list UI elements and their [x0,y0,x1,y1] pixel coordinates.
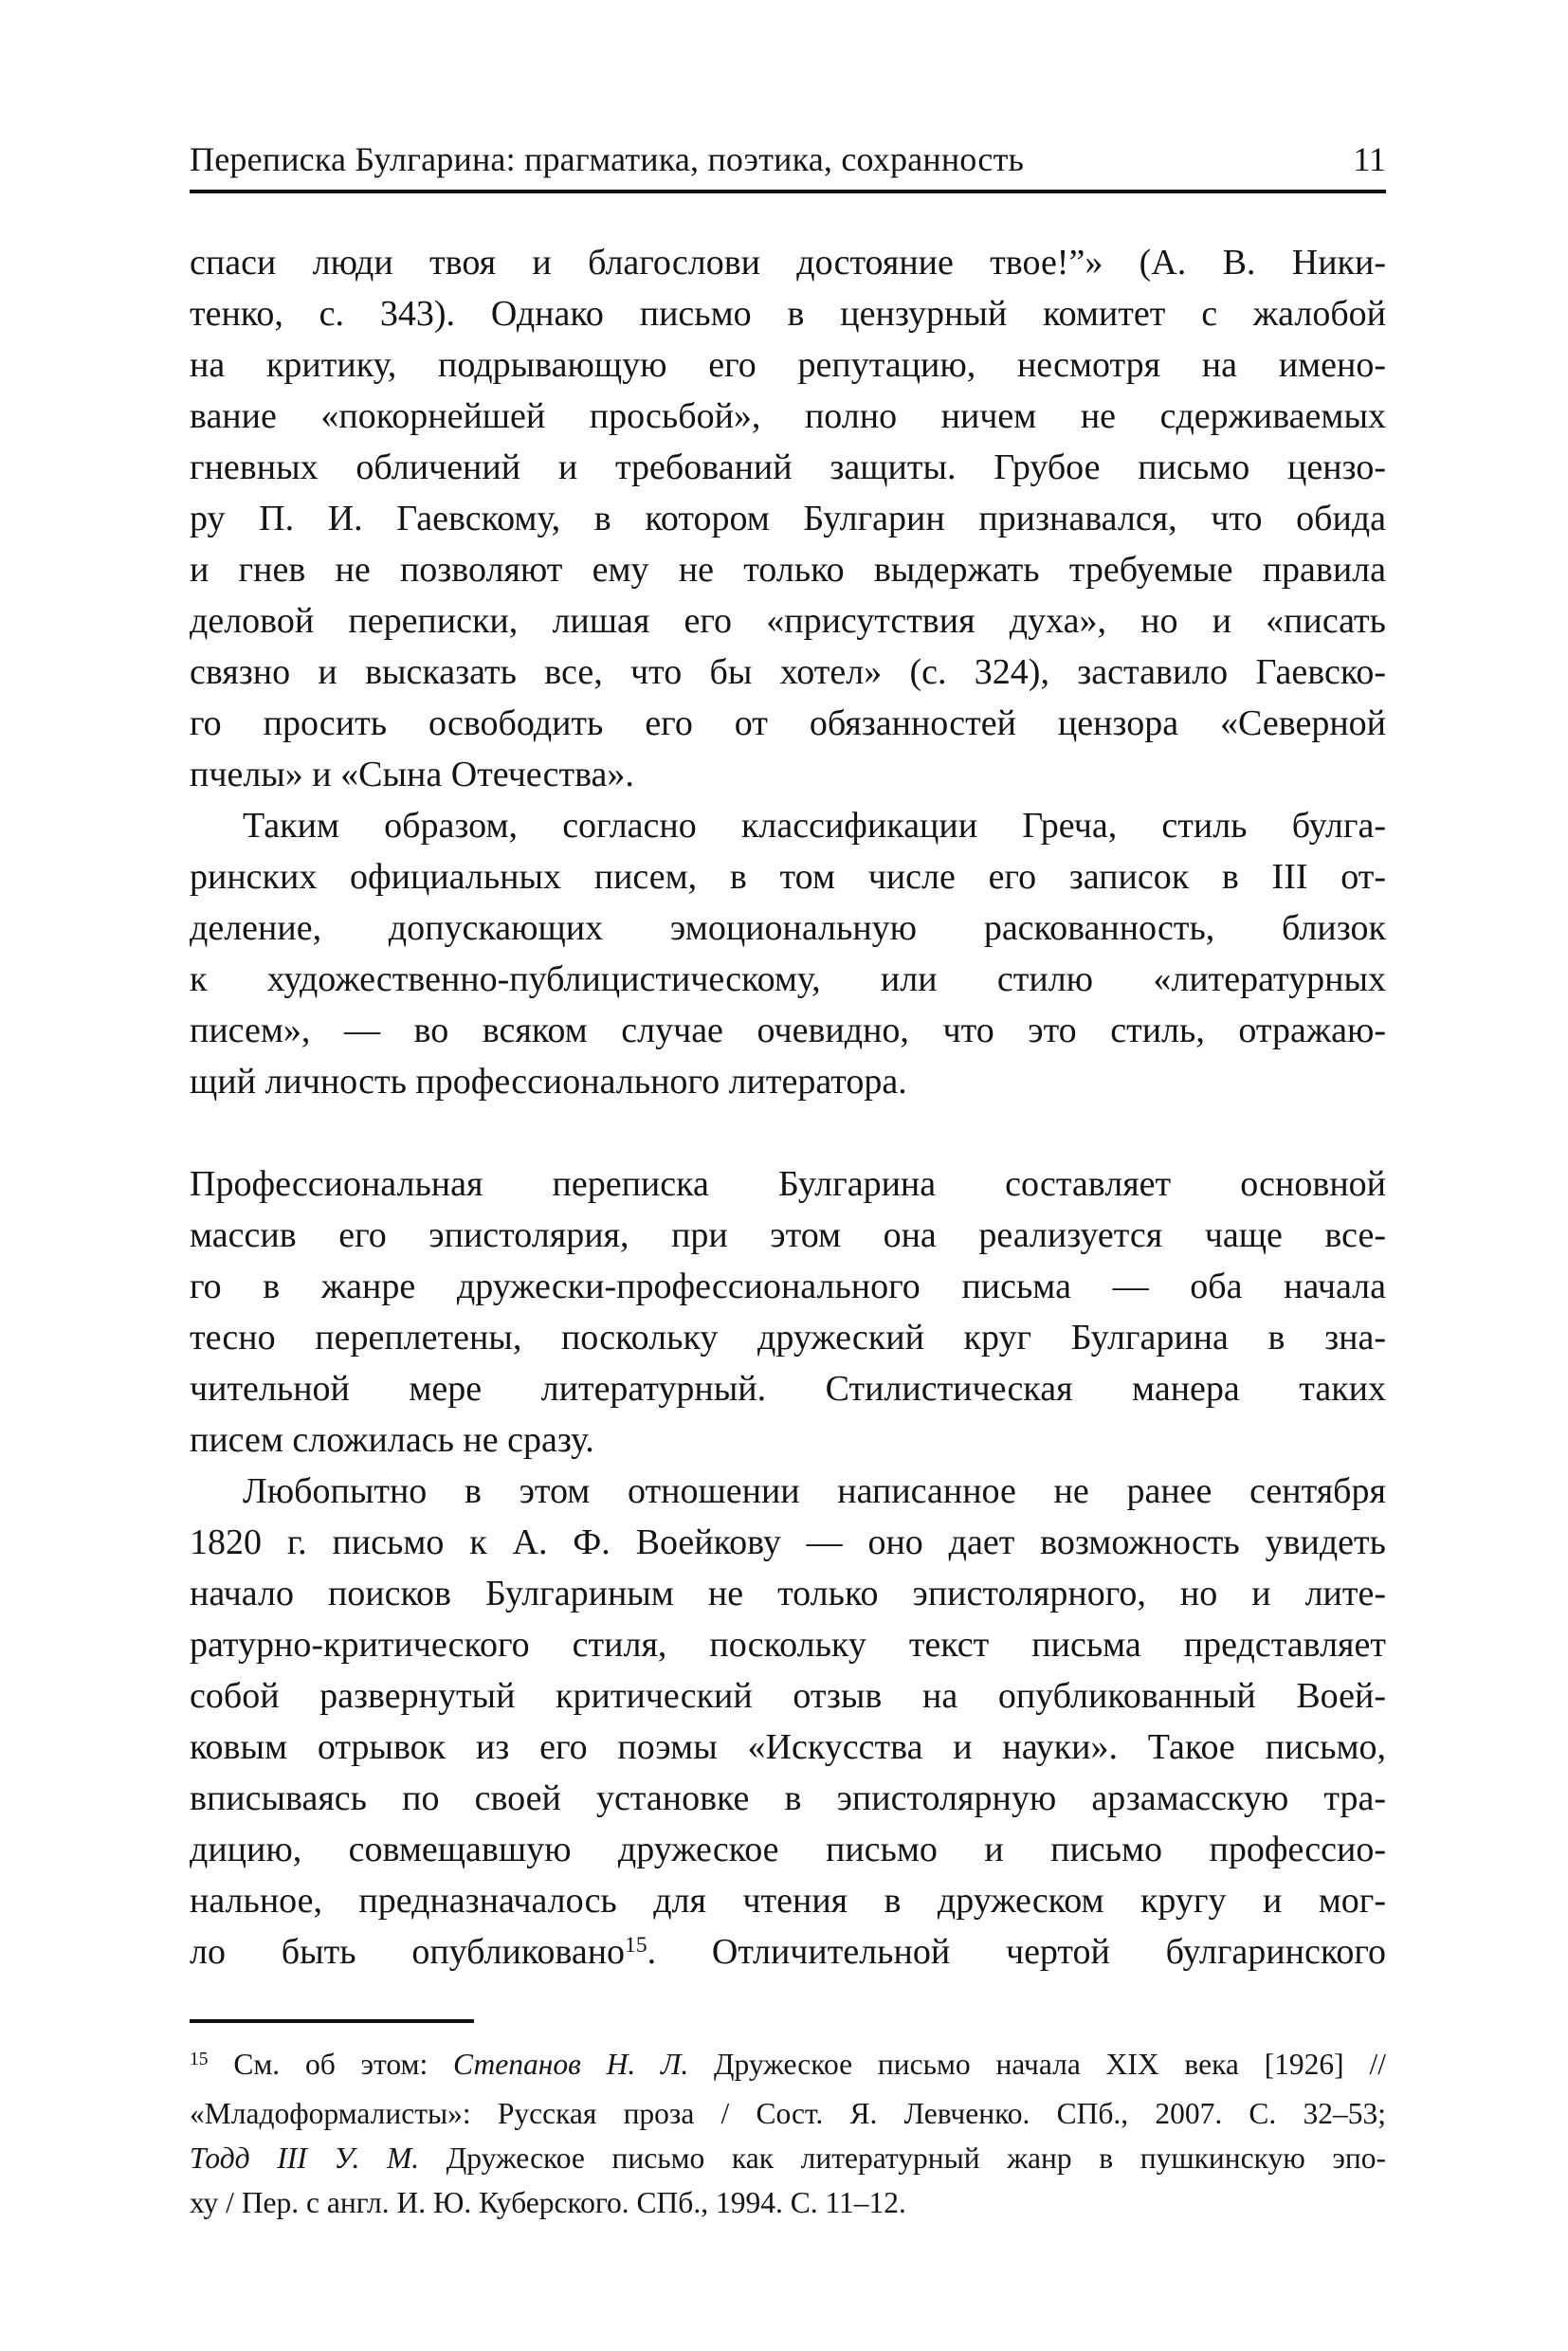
text-segment: Тодд III У. М. [190,2141,420,2175]
body-text-line [190,1056,1386,1107]
body-text-line [190,1158,1386,1210]
body-text-line [190,339,1386,391]
text-segment: го просить освободить его от обязанностей цензора «Северной [190,703,1386,743]
body-text-line [190,1005,1386,1056]
text-segment: ху / Пер. с англ. И. Ю. Куберского. СПб., 1994. С. 11–12. [190,2186,906,2219]
paragraph [190,237,1386,800]
text-segment: вписываясь по своей установке в эпистолярную арзамасскую тра- [190,1778,1386,1818]
text-segment: Дружеское письмо начала XIX века [1926] // [688,2048,1386,2081]
footnote-line [190,2042,1386,2091]
text-segment: См. об этом: [208,2048,454,2081]
body-text-line [190,1312,1386,1363]
body-text-line [190,1517,1386,1568]
body-text-line [190,1824,1386,1875]
text-segment: нальное, предназначалось для чтения в дружеском кругу и мог- [190,1881,1386,1921]
text-segment: к художественно-публицистическому, или стилю «литературных [190,959,1386,999]
footnote-line [190,2091,1386,2136]
body-text-line [190,1363,1386,1414]
body-text-line [190,391,1386,442]
text-segment: . Отличительной чертой булгаринского [647,1932,1387,1972]
text-segment: и гнев не позволяют ему не только выдержать требуемые правила [190,550,1386,590]
body-text-line [190,1875,1386,1926]
body-text-line [190,1210,1386,1261]
text-segment: «Младоформалисты»: Русская проза / Сост. Я. Левченко. СПб., 2007. С. 32–53; [190,2097,1386,2130]
body-text-line [190,1466,1386,1517]
text-segment: на критику, подрывающую его репутацию, несмотря на имено- [190,345,1386,385]
body-text-line [190,1261,1386,1312]
body-text-line [190,954,1386,1005]
text-segment: Таким образом, согласно классификации Греча, стиль булга- [243,806,1386,846]
text-segment: ло быть опубликовано [190,1932,626,1972]
text-segment: тесно переплетены, поскольку дружеский круг Булгарина в зна- [190,1318,1386,1358]
body-text-line [190,1773,1386,1824]
text-segment: Степанов Н. Л. [453,2048,689,2081]
text-segment: ру П. И. Гаевскому, в котором Булгарин признавался, что обида [190,499,1386,538]
text-segment: чительной мере литературный. Стилистическая манера таких [190,1369,1386,1409]
paragraph [190,800,1386,1107]
text-segment: деление, допускающих эмоциональную раскованность, близок [190,908,1386,948]
body-text-line [190,698,1386,749]
body-text-line [190,851,1386,902]
footnote-marker: 15 [625,1933,647,1959]
body-text-line [190,595,1386,647]
body-text-line [190,237,1386,288]
header-rule [190,190,1386,193]
body-text-line [190,902,1386,954]
body-text [190,237,1386,1982]
text-segment: ковым отрывок из его поэмы «Искусства и науки». Такое письмо, [190,1727,1386,1767]
footnote [190,2042,1386,2225]
body-text-line [190,288,1386,339]
body-text-line [190,1926,1386,1982]
text-segment: писем», — во всяком случае очевидно, что это стиль, отражаю- [190,1011,1386,1050]
text-segment: массив его эпистолярия, при этом она реализуется чаще все- [190,1215,1386,1255]
body-text-line [190,800,1386,851]
text-segment: пчелы» и «Сына Отечества». [190,755,634,794]
text-segment: собой развернутый критический отзыв на опубликованный Воей- [190,1676,1386,1716]
page-number: 11 [1353,140,1386,178]
footnote-line [190,2136,1386,2180]
body-text-line [190,749,1386,800]
text-segment: ратурно-критического стиля, поскольку текст письма представляет [190,1625,1386,1665]
paragraph [190,1466,1386,1982]
text-segment: писем сложилась не сразу. [190,1420,594,1460]
body-text-line [190,1619,1386,1670]
text-segment: Дружеское письмо как литературный жанр в пушкинскую эпо- [419,2141,1386,2175]
paragraph [190,1158,1386,1466]
text-segment: связно и высказать все, что бы хотел» (с. 324), заставило Гаевско- [190,652,1386,692]
footnote-marker: 15 [190,2050,209,2070]
text-segment: Профессиональная переписка Булгарина составляет основной [190,1164,1386,1204]
paragraph [190,2042,1386,2225]
body-text-line [190,1722,1386,1773]
text-segment: деловой переписки, лишая его «присутствия духа», но и «писать [190,601,1386,641]
body-text-line [190,442,1386,493]
text-segment: вание «покорнейшей просьбой», полно ничем не сдерживаемых [190,396,1386,436]
footnote-line [190,2180,1386,2225]
body-text-line [190,544,1386,595]
text-segment: гневных обличений и требований защиты. Грубое письмо цензо- [190,447,1386,487]
running-head [190,138,1386,180]
body-text-line [190,647,1386,698]
text-segment: спаси люди твоя и благослови достояние твое!”» (А. В. Ники- [190,243,1386,282]
body-text-line [190,1568,1386,1619]
text-segment: ринских официальных писем, в том числе его записок в III от- [190,857,1386,897]
text-segment: Любопытно в этом отношении написанное не ранее сентября [243,1471,1386,1511]
text-segment: щий личность профессионального литератора. [190,1062,907,1102]
running-head-title: Переписка Булгарина: прагматика, поэтика, сохранность [190,140,1025,178]
body-text-line [190,493,1386,544]
text-segment: дицию, совмещавшую дружеское письмо и письмо профессио- [190,1830,1386,1869]
body-text-line [190,1670,1386,1722]
text-segment: начало поисков Булгариным не только эпистолярного, но и лите- [190,1574,1386,1613]
text-segment: го в жанре дружески-профессионального письма — оба начала [190,1267,1386,1306]
text-segment: 1820 г. письмо к А. Ф. Воейкову — оно дает возможность увидеть [190,1522,1386,1562]
body-text-line [190,1414,1386,1466]
text-segment: тенко, с. 343). Однако письмо в цензурный комитет с жалобой [190,294,1386,334]
footnote-rule [190,2019,474,2023]
